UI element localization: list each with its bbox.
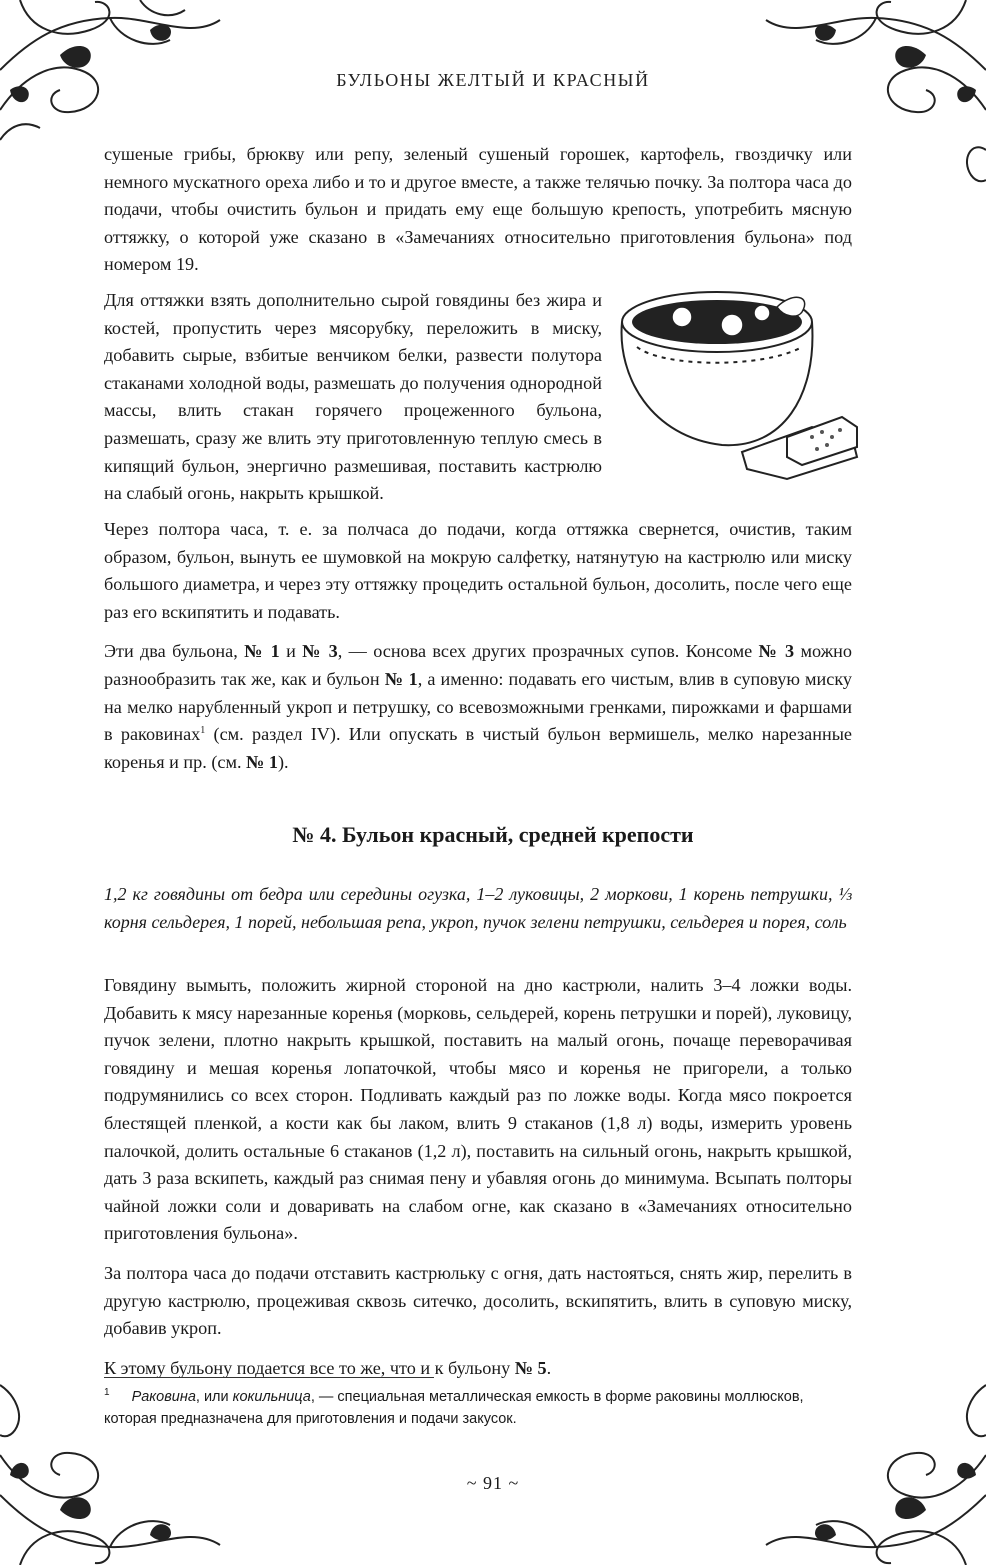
footnote-ref: 1 — [200, 725, 206, 737]
running-header: БУЛЬОНЫ ЖЕЛТЫЙ И КРАСНЫЙ — [336, 70, 650, 90]
body-paragraph — [104, 141, 852, 291]
footnote-divider — [104, 1377, 434, 1378]
body-paragraphs — [104, 516, 852, 788]
paragraph-6: За полтора часа до подачи отставить кастрюльку с огня, дать настояться, снять жир, перелить в другую кастрюлю, процеживая сквозь ситечко, досолить, вскипятить, влить в суповую миску, добавив укроп. — [104, 1262, 852, 1339]
section-heading: № 4. Бульон красный, средней крепости — [292, 822, 694, 847]
paragraph-1: сушеные грибы, брюкву или репу, зеленый сушеный горошек, картофель, гвоздичку или немного мускатного ореха либо и то и другое вместе, а также телячью почку. За полтора часа до подачи, чтобы очистить бульон и придать ему еще большую крепость, употребить мясную оттяжку, о которой уже сказано в «Замечаниях относительно приготовления бульона» под номером 19. — [104, 144, 852, 275]
ingredients-list: 1,2 кг говядины от бедра или середины огузка, 1–2 луковицы, 2 моркови, 1 корень петрушки, ⅓ корня сельдерея, 1 порей, небольшая репа, укроп, пучок зелени петрушки, сельдерея и порея, соль — [104, 884, 852, 932]
soup-tureen-with-bread-icon — [612, 287, 862, 487]
paragraph-2: Для оттяжки взять дополнительно сырой говядины без жира и костей, пропустить через мясорубку, переложить в миску, добавить сырые, взбитые венчиком белки, развести полутора стаканами холодной воды, размешать до получения однородной массы, влить стакан горячего процеженного бульона, размешать, сразу же влить эту приготовленную теплую смесь в кипящий бульон, энергично размешивая, поставить кастрюлю на слабый огонь, накрыть крышкой. — [104, 290, 602, 504]
page-number: ~ 91 ~ — [466, 1473, 520, 1493]
paragraph-4: Эти два бульона, № 1 и № 3, — основа всех других прозрачных супов. Консоме № 3 можно разнообразить так же, как и бульон № 1, а именно: подавать его чистым, влив в суповую миску на мелко нарубленный укроп и петрушку, со всевозможными гренками, пирожками и фаршами в раковинах$^1$ (см. раздел IV). Или опускать в чистый бульон вермишель, мелко нарезанные коренья и пр. (см. № 1). — [104, 641, 853, 772]
paragraph-3: Через полтора часа, т. е. за полчаса до подачи, когда оттяжка свернется, очистив, таким образом, бульон, вынуть ее шумовкой на мокрую салфетку, натянутую на кастрюлю или миску большого диаметра, и через эту оттяжку процедить остальной бульон, досолить, после чего еще раз его вскипятить и подавать. — [104, 519, 852, 622]
paragraph-with-illustration — [104, 287, 852, 520]
paragraph-5: Говядину вымыть, положить жирной стороной на дно кастрюли, налить 3–4 ложки воды. Добавить к мясу нарезанные коренья (морковь, сельдерей, корень петрушки и порей), луковицу, пучок зелени, плотно накрыть крышкой, поставить на малый огонь, почаще переворачивая говядину и мешая коренья лопаточкой, чтобы мясо и коренья не пригорели, а только подрумянились со всех сторон. Подливать каждый раз по ложке воды. Когда мясо покроется блестящей пленкой, а кости как бы лаком, влить 9 стаканов (1,8 л) воды, измерить уровень палочкой, долить остальные 6 стаканов (1,2 л), поставить на сильный огонь, накрыть крышкой, дать 3 раза вскипеть, каждый раз снимая пену и убавляя огонь до минимума. Всыпать полторы чайной ложки соли и доваривать на слабом огне, как сказано в «Замечаниях относительно приготовления бульона». — [104, 975, 852, 1244]
instructions — [104, 972, 852, 1394]
paragraph-7: К этому бульону подается все то же, что и к бульону № 5. — [104, 1357, 552, 1378]
footnote: $^1$ Раковина, или кокильница, — специальная металлическая емкость в форме раковины моллюсков, которая предназначена для приготовления и подачи закусок. — [104, 1387, 804, 1427]
